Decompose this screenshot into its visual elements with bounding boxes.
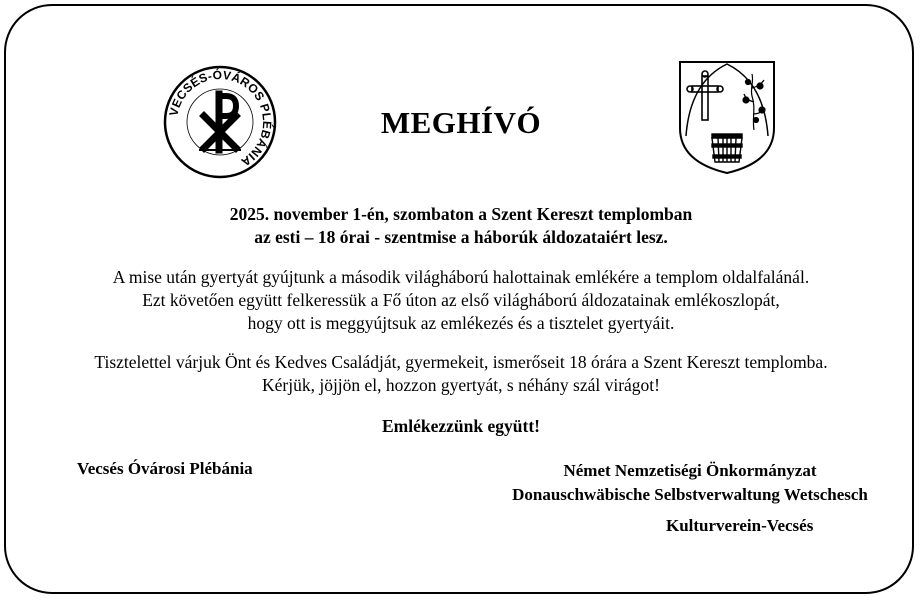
paragraph-line: Ezt követően együtt felkeressük a Fő úton az első világháború áldozatainak emlékoszlopát, bbox=[142, 290, 780, 310]
signature-line: Donauschwäbische Selbstverwaltung Wetschesch bbox=[512, 485, 868, 504]
signature-line: Német Nemzetiségi Önkormányzat bbox=[563, 461, 817, 480]
signature-kulturverein: Kulturverein-Vecsés bbox=[666, 516, 814, 535]
intro-line: az esti – 18 órai - szentmise a háborúk áldozataiért lesz. bbox=[254, 227, 668, 247]
intro-line: 2025. november 1-én, szombaton a Szent Kereszt templomban bbox=[229, 204, 693, 224]
invitation-title: MEGHÍVÓ bbox=[380, 105, 542, 140]
closing-line: Emlékezzünk együtt! bbox=[382, 416, 540, 436]
paragraph-line: Tisztelettel várjuk Önt és Kedves Családját, gyermekeit, ismerőseit 18 órára a Szent Kereszt templomba. bbox=[94, 352, 828, 372]
paragraph-line: hogy ott is meggyújtsuk az emlékezés és a tisztelet gyertyáit. bbox=[247, 313, 675, 333]
intro-block bbox=[20, 203, 902, 249]
paragraph-line: Kérjük, jöjjön el, hozzon gyertyát, s néhány szál virágot! bbox=[261, 375, 660, 395]
paragraph-line: A mise után gyertyát gyújtunk a második világháború halottainak emlékére a templom oldalfalánál. bbox=[112, 267, 810, 287]
paragraph-welcome bbox=[20, 351, 902, 397]
paragraph-candles bbox=[20, 266, 902, 335]
svg-text:VECSÉS-ÓVÁROS PLÉBÁNIA: VECSÉS-ÓVÁROS PLÉBÁNIA bbox=[166, 67, 275, 170]
signature-minority-government bbox=[470, 459, 910, 507]
signature-parish: Vecsés Óvárosi Plébánia bbox=[77, 459, 253, 478]
